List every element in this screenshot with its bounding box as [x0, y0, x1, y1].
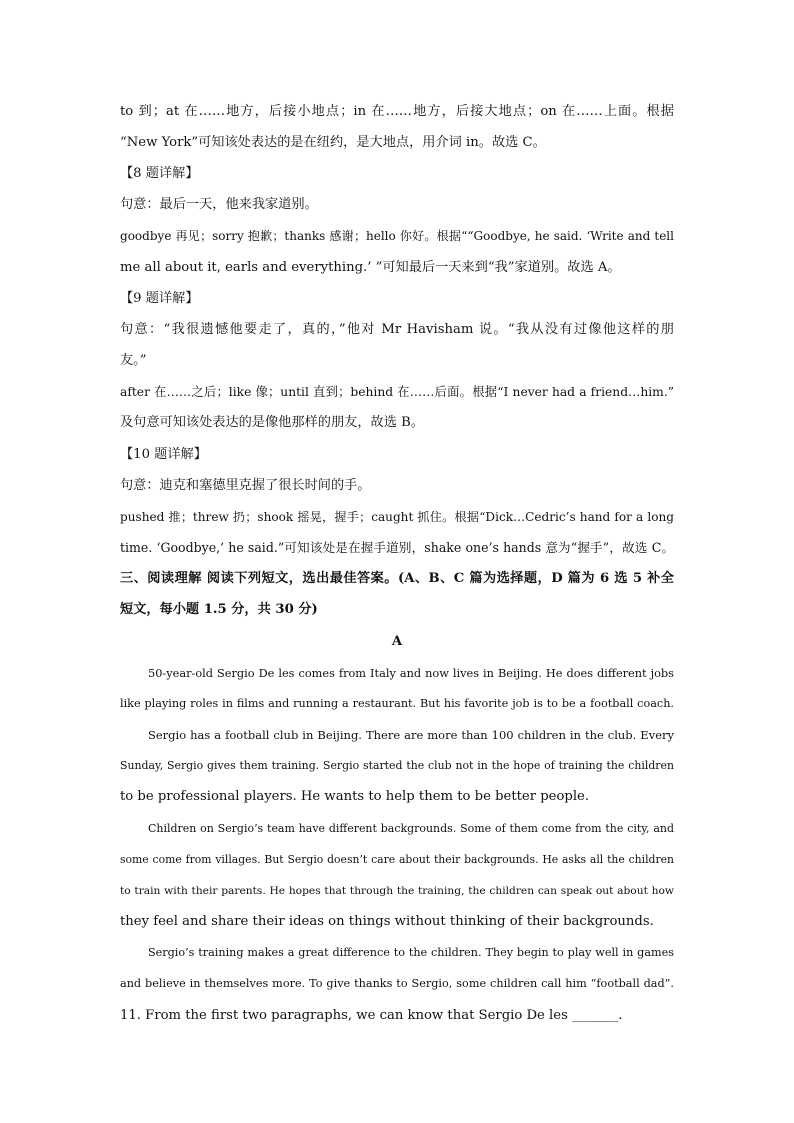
- text-line: goodbye 再见；sorry 抱歉；thanks 感谢；hello 你好。根据““Goodbye, he said. ‘Write and tell: [120, 229, 674, 243]
- section-heading: 【8 题详解】: [120, 166, 199, 181]
- text-line: 友。”: [120, 353, 147, 368]
- text-line: 句意：“我很遗憾他要走了，真的，”他对 Mr Havisham 说。“我从没有过像他这样的朋: [120, 322, 674, 337]
- text-line: “New York”可知该处表达的是在纽约，是大地点，用介词 in。故选 C。: [120, 135, 546, 150]
- section-heading: 【10 题详解】: [120, 447, 207, 462]
- passage-line: like playing roles in films and running a restaurant. But his favorite job is to be a football coach.: [120, 697, 674, 710]
- passage-line: 50-year-old Sergio De les comes from Italy and now lives in Beijing. He does different jobs: [148, 666, 674, 680]
- text-line: 句意：最后一天，他来我家道别。: [120, 197, 318, 212]
- passage-line: Sergio has a football club in Beijing. There are more than 100 children in the club. Every: [148, 728, 674, 742]
- text-line: time. ‘Goodbye,’ he said.”可知该处是在握手道别，shake one’s hands 意为“握手”，故选 C。: [120, 540, 674, 555]
- passage-line: to train with their parents. He hopes that through the training, the children can speak out about how: [120, 884, 674, 897]
- question-line: 11. From the first two paragraphs, we can know that Sergio De les _______.: [120, 1008, 623, 1023]
- text-line: 句意：迪克和塞德里克握了很长时间的手。: [120, 478, 371, 493]
- part-heading: 短文，每小题 1.5 分，共 30 分): [120, 602, 318, 617]
- passage-title: A: [391, 634, 403, 649]
- section-heading: 【9 题详解】: [120, 291, 199, 306]
- text-line: me all about it, earls and everything.’ ”可知最后一天来到“我”家道别。故选 A。: [120, 260, 621, 275]
- text-line: pushed 推；threw 扔；shook 摇晃，握手；caught 抓住。根据“Dick…Cedric’s hand for a long: [120, 510, 674, 524]
- passage-line: to be professional players. He wants to help them to be better people.: [120, 789, 590, 804]
- passage-line: they feel and share their ideas on things without thinking of their backgrounds.: [120, 914, 654, 929]
- passage-line: some come from villages. But Sergio doesn’t care about their backgrounds. He asks all the children: [120, 853, 674, 866]
- passage-line: Children on Sergio’s team have different backgrounds. Some of them come from the city, and: [148, 822, 674, 835]
- part-heading: 三、阅读理解 阅读下列短文，选出最佳答案。(A、B、C 篇为选择题，D 篇为 6 选 5 补全: [120, 571, 674, 586]
- passage-line: Sunday, Sergio gives them training. Sergio started the club not in the hope of training the children: [120, 759, 674, 772]
- text-line: after 在……之后；like 像；until 直到；behind 在……后面。根据“I never had a friend…him.”: [120, 385, 674, 399]
- passage-line: and believe in themselves more. To give thanks to Sergio, some children call him “football dad”.: [120, 977, 674, 990]
- passage-line: Sergio’s training makes a great difference to the children. They begin to play well in games: [148, 946, 674, 959]
- text-line: 及句意可知该处表达的是像他那样的朋友，故选 B。: [120, 415, 425, 430]
- text-line: to 到；at 在……地方，后接小地点；in 在……地方，后接大地点；on 在……上面。根据: [120, 104, 674, 119]
